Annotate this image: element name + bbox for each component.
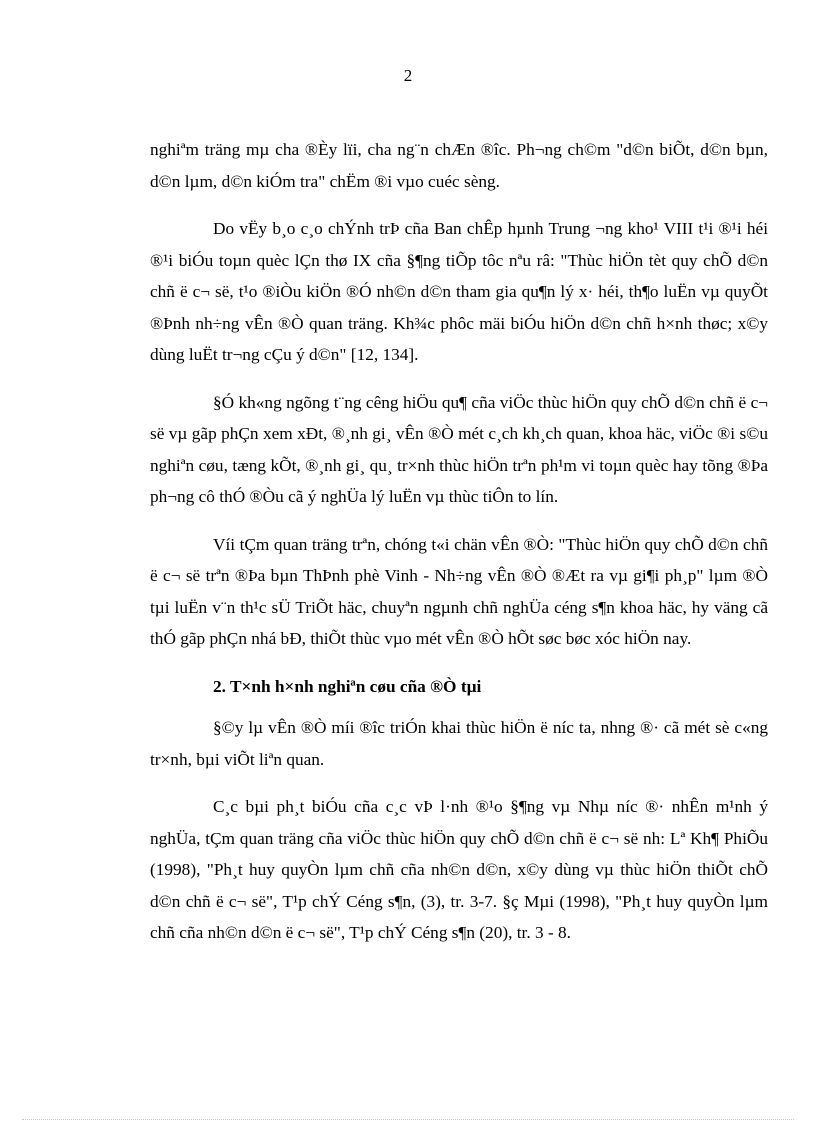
paragraph-5: §©y lµ vÊn ®Ò míi ®îc triÓn khai thùc hiÖn ë níc ta, nhng ®· cã mét sè c«ng tr×nh, bµi viÕt liªn quan. xyxy=(150,718,768,769)
document-body xyxy=(150,134,768,965)
paragraph-3: §Ó kh«ng ngõng t¨ng cêng hiÖu qu¶ cña viÖc thùc hiÖn quy chÕ d©n chñ ë c¬ së vµ gãp phÇn xem xÐt, ®¸nh gi¸ vÊn ®Ò mét c¸ch kh¸ch quan, khoa häc, viÖc ®i s©u nghiªn cøu, tæng kÕt, ®¸nh gi¸ qu¸ tr×nh thùc hiÖn trªn ph¹m vi toµn quèc hay tõng ®Þa ph¬ng cô thÓ ®Òu cã ý nghÜa lý luËn vµ thùc tiÔn to lín. xyxy=(150,392,768,506)
paragraph-2: Do vËy b¸o c¸o chÝnh trÞ cña Ban chÊp hµnh Trung ¬ng kho¹ VIII t¹i ®¹i héi ®¹i biÓu toµn quèc lÇn thø IX cña §¶ng tiÕp tôc nªu râ: "Thùc hiÖn tèt quy chÕ d©n chñ ë c¬ së, t¹o ®iÒu kiÖn ®Ó nh©n d©n tham gia qu¶n lý x· héi, th¶o luËn vµ quyÕt ®Þnh nh÷ng vÊn ®Ò quan träng. Kh¾c phôc mäi biÓu hiÖn d©n chñ h×nh thøc; x©y dùng luËt tr¬ng cÇu ý d©n" [12, 134]. xyxy=(150,219,768,364)
paragraph-6: C¸c bµi ph¸t biÓu cña c¸c vÞ l·nh ®¹o §¶ng vµ Nhµ níc ®· nhÊn m¹nh ý nghÜa, tÇm quan träng cña viÖc thùc hiÖn quy chÕ d©n chñ ë c¬ së nh: Lª Kh¶ PhiÕu (1998), "Ph¸t huy quyÒn lµm chñ cña nh©n d©n, x©y dùng vµ thùc hiÖn thiÕt chÕ d©n chñ ë c¬ së", T¹p chÝ Céng s¶n, (3), tr. 3-7. §ç Mµi (1998), "Ph¸t huy quyÒn lµm chñ cña nh©n d©n ë c¬ së", T¹p chÝ Céng s¶n (20), tr. 3 - 8. xyxy=(150,797,768,942)
page-bottom-rule xyxy=(22,1119,794,1120)
section-heading: 2. T×nh h×nh nghiªn cøu cña ®Ò tµi xyxy=(213,676,482,696)
paragraph-4: Víi tÇm quan träng trªn, chóng t«i chän vÊn ®Ò: "Thùc hiÖn quy chÕ d©n chñ ë c¬ së trªn ®Þa bµn ThÞnh phè Vinh - Nh÷ng vÊn ®Ò ®Æt ra vµ gi¶i ph¸p" lµm ®Ò tµi luËn v¨n th¹c sÜ TriÕt häc, chuyªn ngµnh chñ nghÜa céng s¶n khoa häc, hy väng cã thÓ gãp phÇn nhá bÐ, thiÕt thùc vµo mét vÊn ®Ò hÕt søc bøc xóc hiÖn nay. xyxy=(150,534,768,648)
page-number: 2 xyxy=(403,66,413,85)
paragraph-1: nghiªm träng mµ cha ®Èy lïi, cha ng¨n chÆn ®îc. Ph¬ng ch©m "d©n biÕt, d©n bµn, d©n lµm, d©n kiÓm tra" chËm ®i vµo cuéc sèng. xyxy=(150,140,768,191)
